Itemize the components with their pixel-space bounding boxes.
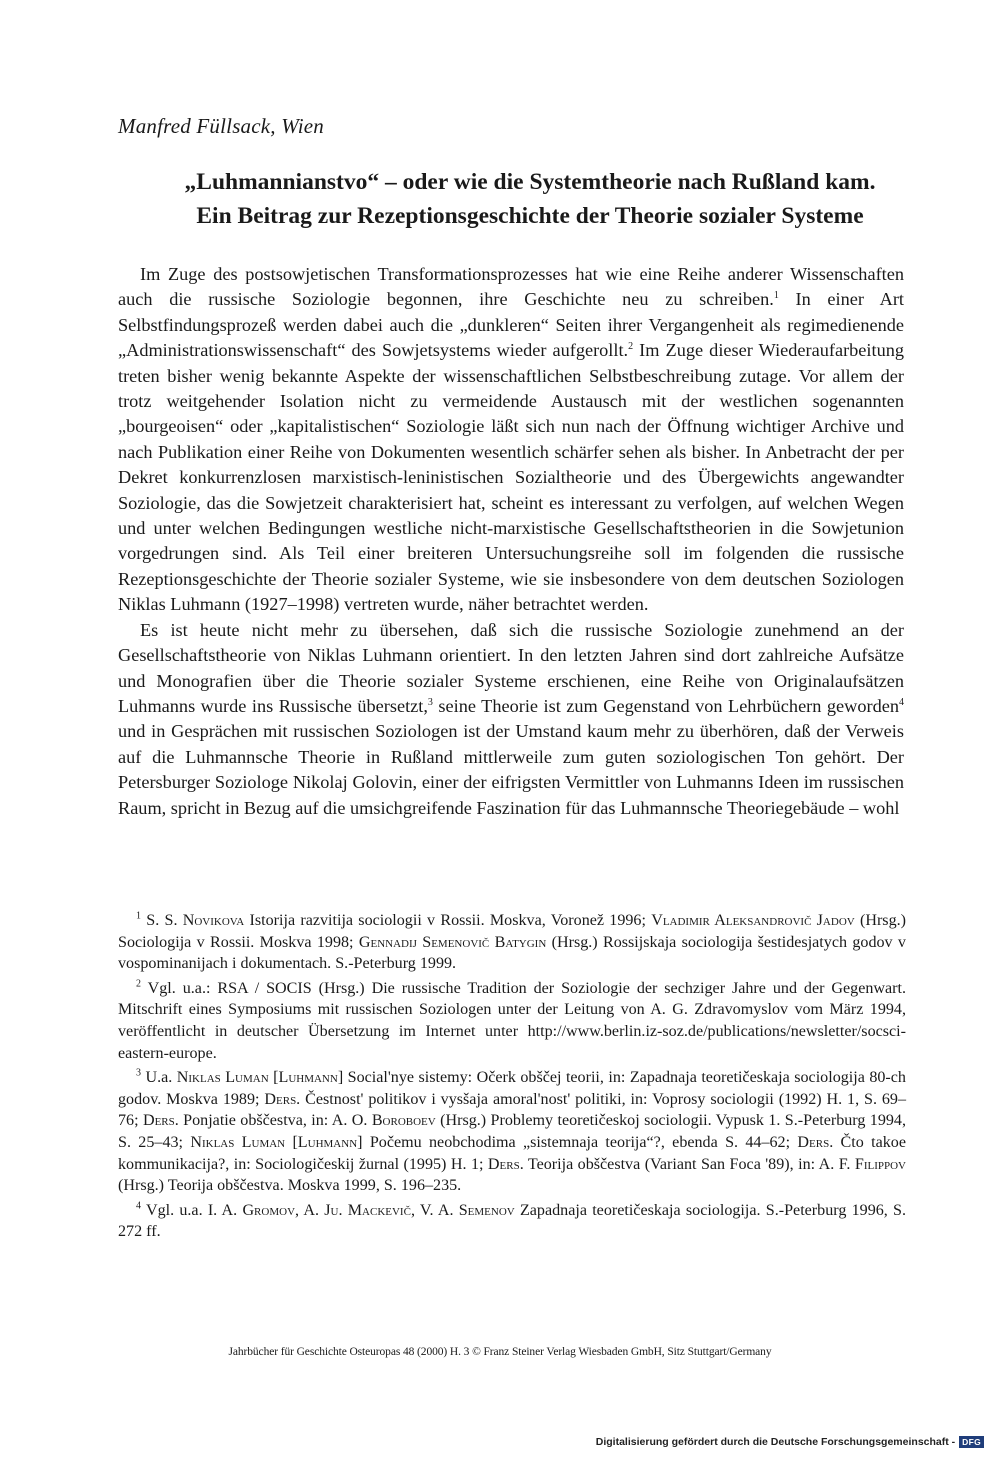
publication-footer: Jahrbücher für Geschichte Osteuropas 48 (2000) H. 3 © Franz Steiner Verlag Wiesbaden GmbH, Sitz Stuttgart/Germany: [228, 1346, 772, 1358]
author-name: Niklas Luman [Luhmann]: [190, 1133, 363, 1151]
footnote-3-text: Social'nye sistemy: Očerk obščej teorii, in: Zapadnaja teoretičeskaja sociologija 80-ch godov. Moskva 1989;: [118, 1069, 906, 1108]
footnote-1-text: (Hrsg.) Sociologija v Rossii. Moskva 1998;: [118, 912, 907, 951]
paragraph-2-text-b: seine Theorie ist zum Gegenstand von Lehrbüchern geworden: [432, 695, 899, 716]
author-name: Vladimir Aleksandrovič Jadov: [651, 912, 855, 929]
body-text: [118, 262, 904, 821]
author-name: Ders.: [797, 1133, 834, 1151]
footnotes: [118, 910, 906, 1246]
footnote-2: [118, 978, 906, 1064]
footnote-4-text: Zapadnaja teoretičeskaja sociologija. S.-Peterburg 1996, S. 272 ff.: [118, 1201, 907, 1241]
footnote-3-text: Počemu neobchodima „sistemnaja teorija“?, ebenda S. 44–62;: [362, 1133, 798, 1151]
title-line-2: Ein Beitrag zur Rezeptionsgeschichte der Theorie sozialer Systeme: [196, 203, 864, 229]
paragraph-1-text-a: Im Zuge des postsowjetischen Transformationsprozesses hat wie eine Reihe anderer Wissenschaften auch die russische Soziologie begonnen, ihre Geschichte neu zu schreiben.: [118, 264, 904, 310]
footnote-1-text: Istorija razvitija sociologii v Rossii. Moskva, Voronež 1996;: [244, 912, 652, 929]
author-name: Semenov: [458, 1201, 515, 1219]
paragraph-1-text-c: Im Zuge dieser Wiederaufarbeitung treten bisher wenig bekannte Aspekte der wissenschaftlichen Selbstbeschreibung zutage. Vor allem der trotz weitgehender Isolation nicht zu vermeidende Austausch mit der westlichen sogenannten „bourgeoisen“ oder „kapitalistischen“ Soziologie läßt sich nun nach der Öffnung wichtiger Archive und nach Publikation einer Reihe von Dokumenten wesentlich schärfer sehen als bisher. In Anbetracht der per Dekret konkurrenzlosen marxistisch-leninistischen Sozialtheorie und des Übergewichts angewandter Soziologie, das die Sowjetzeit charakterisiert hat, scheint es interessant zu verfolgen, auf welchen Wegen und unter welchen Bedingungen westliche nicht-marxistische Gesellschaftstheorien in die Sowjetunion vorgedrungen sind. Als Teil einer breiteren Untersuchungsreihe soll im folgenden die russische Rezeptionsgeschichte der Theorie sozialer Systeme, wie sie insbesondere von dem deutschen Soziologen Niklas Luhmann (1927–1998) vertreten wurde, näher betrachtet werden.: [118, 340, 904, 615]
paragraph-2-text-a: Es ist heute nicht mehr zu übersehen, daß sich die russische Soziologie zunehmend an der Gesellschaftstheorie von Niklas Luhmann orientiert. In den letzten Jahren sind dort zahlreiche Aufsätze und Monografien über die Theorie sozialer Systeme erschienen, eine Reihe von Originalaufsätzen Luhmanns wurde ins Russische übersetzt,: [118, 619, 904, 716]
footnote-3-text: (Hrsg.) Teorija obščestva. Moskva 1999, S. 196–235.: [118, 1177, 462, 1195]
footnote-ref-2: 2: [628, 341, 634, 353]
dfg-logo-icon: DFG: [959, 1436, 984, 1448]
author-name: Novikova: [182, 912, 245, 929]
footnote-3-text: U.a.: [145, 1069, 177, 1087]
dfg-funding-text: Digitalisierung gefördert durch die Deutsche Forschungsgemeinschaft -: [595, 1436, 956, 1448]
footnote-4-text: Vgl. u.a. I. A.: [145, 1201, 243, 1219]
dfg-funding-notice: [596, 1436, 984, 1448]
footnote-1-text: S. S.: [146, 912, 183, 929]
footnote-2-number: 2: [136, 978, 141, 990]
paragraph-2-text-c: und in Gesprächen mit russischen Soziologen ist der Umstand kaum mehr zu überhören, daß der Verweis auf die Luhmannsche Theorie in Rußland mittlerweile zum guten soziologischen Ton gehört. Der Petersburger Soziologe Nikolaj Golovin, einer der eifrigsten Vermittler von Luhmanns Ideen im russischen Raum, spricht in Bezug auf die umsichgreifende Faszination für das Luhmannsche Theoriegebäude – wohl: [118, 721, 904, 818]
footnote-3-text: Čestnost' politikov i vysšaja amoral'nost' politiki, in: Voprosy sociologii (1992) H. 1, S. 69–76;: [118, 1090, 906, 1130]
author-name: Niklas Luman [Luhmann]: [176, 1069, 344, 1087]
footnote-4: [118, 1200, 906, 1243]
footnote-3-text: Teorija obščestva (Variant San Foca '89), in: A. F.: [523, 1155, 855, 1173]
paragraph-1: [118, 262, 904, 618]
footnote-1-text: (Hrsg.) Rossijskaja sociologija šestidesjatych godov v vospominanijach i dokumentach. S.-Peterburg 1999.: [118, 933, 906, 973]
author-name: Ders.: [487, 1155, 524, 1173]
author-name: Boroboev: [371, 1112, 436, 1130]
footnote-3-text: Čto takoe kommunikacija?, in: Sociologičeskij žurnal (1995) H. 1;: [118, 1133, 906, 1173]
author-name: Filippov: [854, 1155, 906, 1173]
author-name: Ders.: [142, 1112, 179, 1130]
author-name: Gromov: [242, 1201, 296, 1219]
author-name: Gennadij Semenovič Batygin: [358, 933, 547, 951]
author-name: Ju. Mackevič: [324, 1201, 411, 1219]
paragraph-1-text-b: In einer Art Selbstfindungsprozeß werden dabei auch die „dunkleren“ Seiten ihrer Vergangenheit als regimedienende „Administrationswissenschaft“ des Sowjetsystems wieder aufgerollt.: [118, 289, 905, 361]
footnote-3-number: 3: [136, 1067, 141, 1079]
footnote-2-text: Vgl. u.a.: RSA / SOCIS (Hrsg.) Die russische Tradition der Soziologie der sechziger Jahre und der Gegenwart. Mitschrift eines Symposiums mit russischen Soziologen unter der Leitung von A. G. Zdravomyslov vom März 1994, veröffentlicht in deutscher Übersetzung im Internet unter http://www.berlin.iz-soz.de/publications/newsletter/socsci-eastern-europe.: [118, 979, 907, 1062]
footnote-ref-1: 1: [773, 290, 779, 302]
article-title: [100, 165, 960, 233]
footnote-4-number: 4: [136, 1200, 141, 1212]
title-line-1: „Luhmannianstvo“ – oder wie die Systemtheorie nach Rußland kam.: [184, 169, 876, 195]
author-line: Manfred Füllsack, Wien: [118, 114, 324, 138]
paragraph-2: [118, 618, 904, 821]
footnote-ref-3: 3: [427, 696, 433, 708]
author-name: Ders.: [264, 1090, 301, 1108]
footnote-1-number: 1: [136, 910, 141, 922]
footnote-4-text: , A.: [295, 1201, 325, 1219]
footnote-ref-4: 4: [899, 696, 904, 708]
footnote-3-text: (Hrsg.) Problemy teoretičeskoj sociologii. Vypusk 1. S.-Peterburg 1994, S. 25–43;: [118, 1112, 907, 1151]
footnote-3-text: Ponjatie obščestva, in: A. O.: [178, 1112, 372, 1130]
footnote-3: [118, 1067, 906, 1197]
footnote-4-text: , V. A.: [410, 1201, 459, 1219]
footnote-1: [118, 910, 906, 975]
